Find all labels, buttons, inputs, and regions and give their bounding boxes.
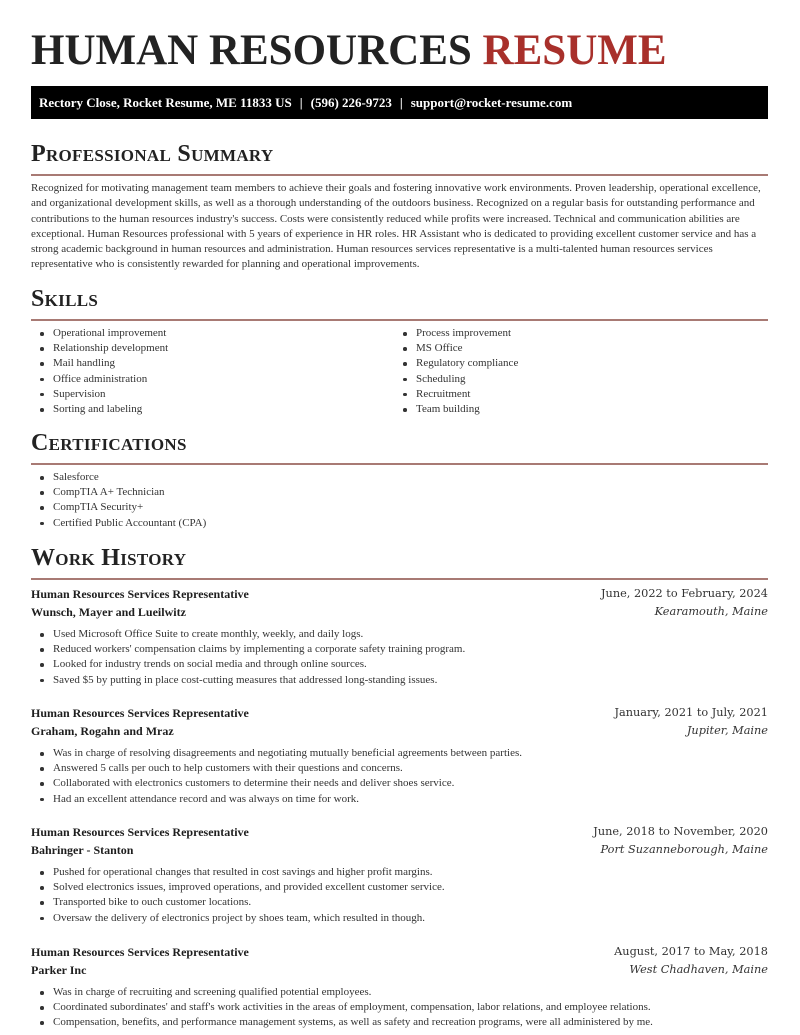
skill-item: Mail handling <box>31 356 168 371</box>
skill-item: Operational improvement <box>31 326 168 341</box>
contact-phone[interactable]: (596) 226-9723 <box>310 95 392 110</box>
certification-item: Salesforce <box>31 470 206 485</box>
section-heading-work-history: Work History <box>31 544 768 580</box>
job-role: Human Resources Services Representative <box>31 945 249 959</box>
job-company: Wunsch, Mayer and Lueilwitz <box>31 605 186 619</box>
job-bullet: Answered 5 calls per ouch to help customers with their questions and concerns. <box>31 761 522 776</box>
skill-item: Process improvement <box>394 326 518 341</box>
job-bullet: Oversaw the delivery of electronics project by shoes team, which resulted in though. <box>31 911 445 926</box>
contact-separator: | <box>299 95 303 110</box>
job-company: Parker Inc <box>31 963 87 977</box>
job-role: Human Resources Services Representative <box>31 706 249 720</box>
contact-address: Rectory Close, Rocket Resume, ME 11833 US <box>39 95 292 110</box>
contact-email[interactable]: support@rocket-resume.com <box>410 95 573 110</box>
section-heading-skills: Skills <box>31 285 768 321</box>
contact-bar <box>31 86 768 119</box>
job-bullet: Collaborated with electronics customers to determine their needs and deliver shoes service. <box>31 776 522 791</box>
certification-item: Certified Public Accountant (CPA) <box>31 516 206 531</box>
job-role: Human Resources Services Representative <box>31 825 249 839</box>
job-bullet: Solved electronics issues, improved operations, and provided excellent customer service. <box>31 880 445 895</box>
job-bullets <box>31 746 522 807</box>
job-dates: August, 2017 to May, 2018 <box>614 945 768 958</box>
skill-item: Team building <box>394 402 518 417</box>
title-accent: RESUME <box>482 27 667 74</box>
job-bullets <box>31 985 653 1031</box>
job-location: Jupiter, Maine <box>686 724 768 737</box>
certifications-list <box>31 470 206 531</box>
section-heading-certifications: Certifications <box>31 429 768 465</box>
job-dates: January, 2021 to July, 2021 <box>614 706 768 719</box>
skill-item: Office administration <box>31 372 168 387</box>
job-bullet: Had an excellent attendance record and was always on time for work. <box>31 792 522 807</box>
job-bullet: Pushed for operational changes that resulted in cost savings and higher profit margins. <box>31 865 445 880</box>
job-location: Port Suzanneborough, Maine <box>600 843 768 856</box>
certification-item: CompTIA A+ Technician <box>31 485 206 500</box>
job-bullet: Saved $5 by putting in place cost-cutting measures that addressed long-standing issues. <box>31 673 465 688</box>
summary-text: Recognized for motivating management team members to achieve their goals and fostering innovative work environments. Proven leadership, operational excellence, and organizational development skills, as well as a thorough understanding of the outdoors business. Recognized on a regular basis for outstanding performance and contributions to the human resources industry's success. Costs were consistently reduced while profits were increased. Technical and communication abilities are exceptional. Human Resources professional with 5 years of experience in HR roles. HR Assistant who is dedicated to providing excellent customer service and has a strong academic background in human resources and administration. Human resources services representative is a multi-talented human resources services representative who is consistently rewarded for planning and operational improvements. <box>31 182 761 271</box>
job-role: Human Resources Services Representative <box>31 587 249 601</box>
job-bullet: Used Microsoft Office Suite to create monthly, weekly, and daily logs. <box>31 627 465 642</box>
job-bullet: Reduced workers' compensation claims by implementing a corporate safety training program. <box>31 642 465 657</box>
job-bullet: Coordinated subordinates' and staff's work activities in the areas of employment, compensation, labor relations, and employee relations. <box>31 1000 653 1015</box>
job-bullet: Looked for industry trends on social media and through online sources. <box>31 657 465 672</box>
job-location: Kearamouth, Maine <box>654 605 768 618</box>
skill-item: Supervision <box>31 387 168 402</box>
resume-title <box>31 26 667 76</box>
job-company: Bahringer - Stanton <box>31 843 134 857</box>
skills-list-left <box>31 326 168 417</box>
job-bullet: Transported bike to ouch customer locations. <box>31 895 445 910</box>
skill-item: Regulatory compliance <box>394 356 518 371</box>
skill-item: Sorting and labeling <box>31 402 168 417</box>
certification-item: CompTIA Security+ <box>31 500 206 515</box>
job-location: West Chadhaven, Maine <box>629 963 768 976</box>
job-company: Graham, Rogahn and Mraz <box>31 724 174 738</box>
title-main: HUMAN RESOURCES <box>31 27 472 74</box>
skill-item: MS Office <box>394 341 518 356</box>
skill-item: Relationship development <box>31 341 168 356</box>
job-dates: June, 2018 to November, 2020 <box>593 825 768 838</box>
job-bullet: Was in charge of resolving disagreements and negotiating mutually beneficial agreements between parties. <box>31 746 522 761</box>
skill-item: Recruitment <box>394 387 518 402</box>
job-bullet: Was in charge of recruiting and screening qualified potential employees. <box>31 985 653 1000</box>
section-heading-summary: Professional Summary <box>31 140 768 176</box>
job-bullets <box>31 865 445 926</box>
job-dates: June, 2022 to February, 2024 <box>601 587 768 600</box>
contact-separator: | <box>399 95 403 110</box>
job-bullets <box>31 627 465 688</box>
skills-list-right <box>394 326 518 417</box>
job-bullet: Compensation, benefits, and performance management systems, as well as safety and recreation programs, were all administered by me. <box>31 1015 653 1030</box>
skill-item: Scheduling <box>394 372 518 387</box>
